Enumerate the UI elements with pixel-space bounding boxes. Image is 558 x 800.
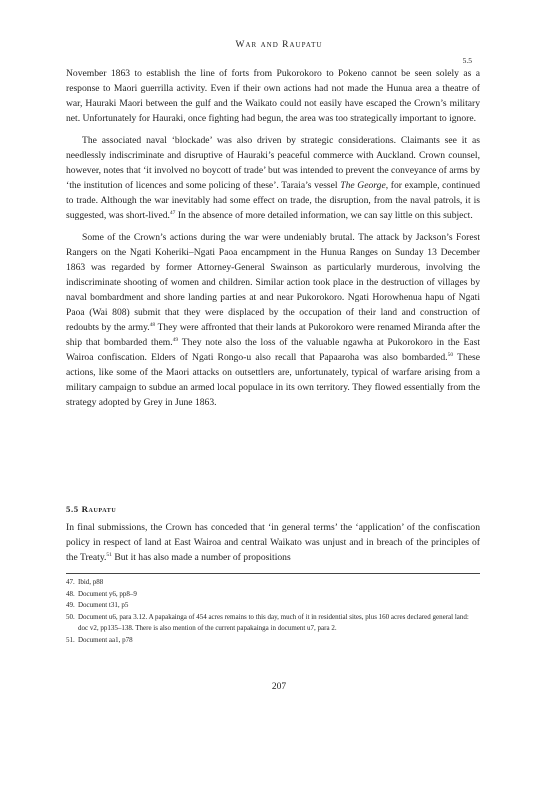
running-head-title: War and Raupatu [235,40,323,50]
footnote-ref[interactable]: 51 [106,551,112,558]
paragraph-text: But it has also made a number of propositions [111,552,291,563]
footnote-ref[interactable]: 47 [169,209,176,216]
footnote [66,635,480,647]
paragraph-text: In the absence of more detailed information, we can say little on this subject. [175,210,473,221]
body-text [66,66,480,410]
paragraph [66,520,480,565]
footnote-text: Document y6, pp8–9 [78,589,137,598]
paragraph-text: They note also the loss of the valuable ngawha at Pukorokoro in the East Wairoa confiscation. Elders of Ngati Rongo-u also recall that Papaaroha was also bombarded. [66,337,480,363]
footnote [66,589,480,601]
paragraph-text: , for example, continued to trade. Although the war inevitably had some effect on trade, the disruption, from the naval patrols, it is suggested, was short-lived. [66,180,480,221]
footnote-ref[interactable]: 49 [172,336,179,343]
footnote-ref[interactable]: 48 [149,321,156,328]
page-number: 207 [271,682,287,692]
section-heading: 5.5 Raupatu [66,504,117,514]
footnote-number: 49. [66,601,75,610]
paragraph [66,66,480,126]
paragraph-text: These actions, like some of the Maori attacks on outsettlers are, unfortunately, typical of warfare arising from a military campaign to subdue an armed local populace in its own territory. They flowed essentially from the strategy adopted by Grey in June 1863. [66,352,480,408]
footnotes [66,577,480,647]
footnote-text: Document t31, p5 [78,601,129,610]
footnote-ref[interactable]: 50 [447,351,454,358]
paragraph [66,133,480,223]
footnote-number: 48. [66,589,75,598]
footnote-number: 51. [66,635,75,644]
paragraph-text: November 1863 to establish the line of forts from Pukorokoro to Pokeno cannot be seen solely as a response to Maori guerrilla activity. Even if their own actions had not made the Hunua area a theatre of war, Hauraki Maori between the gulf and the Waikato could not easily have escaped the Crown’s military net. Unfortunately for Hauraki, once fighting had begun, the area was too strategically important to ignore. [66,68,480,124]
paragraph [66,230,480,410]
ship-name: The George [340,180,386,191]
footnote-text: Document u6, para 3.12. A papakainga of 454 acres remains to this day, much of it in residential sites, plus 160 acres declared general land: doc v2, pp135–138. There is also mention of the current papakainga in document u7, para 2. [78,612,469,633]
footnote [66,612,480,635]
footnote-divider [66,573,480,574]
footnote-number: 47. [66,578,75,586]
section-body [66,520,480,565]
footnote-text: Document aa1, p78 [78,635,133,644]
paragraph-text: The associated naval ‘blockade’ was also driven by strategic considerations. Claimants see it as needlessly indiscriminate and disruptive of Hauraki’s peaceful commerce with Auckland. Crown counsel, however, notes that ‘it involved no boycott of trade’ but was intended to prevent the conveyance of arms by ‘the institution of licences and some policing of these’. Taraia’s vessel [66,135,480,191]
footnote [66,600,480,612]
running-head-section: 5.5 [462,56,472,65]
paragraph-text: Some of the Crown’s actions during the war were undeniably brutal. The attack by Jackson’s Forest Rangers on the Ngati Koheriki–Ngati Paoa encampment in the Hunua Ranges on Sunday 13 December 1863 was regarded by former Attorney-General Swainson as particularly murderous, involving the indiscriminate shooting of women and children. Similar action took place in the destruction of villages by naval bombardment and shore landing parties at and near Pukorokoro. Ngati Horowhenua hapu of Ngati Paoa (Wai 808) submit that they were displaced by the occupation of their land and construction of redoubts by the army. [66,232,480,333]
footnote-number: 50. [66,612,75,621]
paragraph-text: They were affronted that their lands at Pukorokoro were renamed Miranda after the ship that bombarded them. [66,322,480,348]
footnote-text: Ibid, p88 [78,578,104,586]
paragraph-text: In final submissions, the Crown has conceded that ‘in general terms’ the ‘application’ of the confiscation policy in respect of land at East Wairoa and central Waikato was unjust and in breach of the principles of the Treaty. [66,522,480,563]
footnote [66,577,480,589]
